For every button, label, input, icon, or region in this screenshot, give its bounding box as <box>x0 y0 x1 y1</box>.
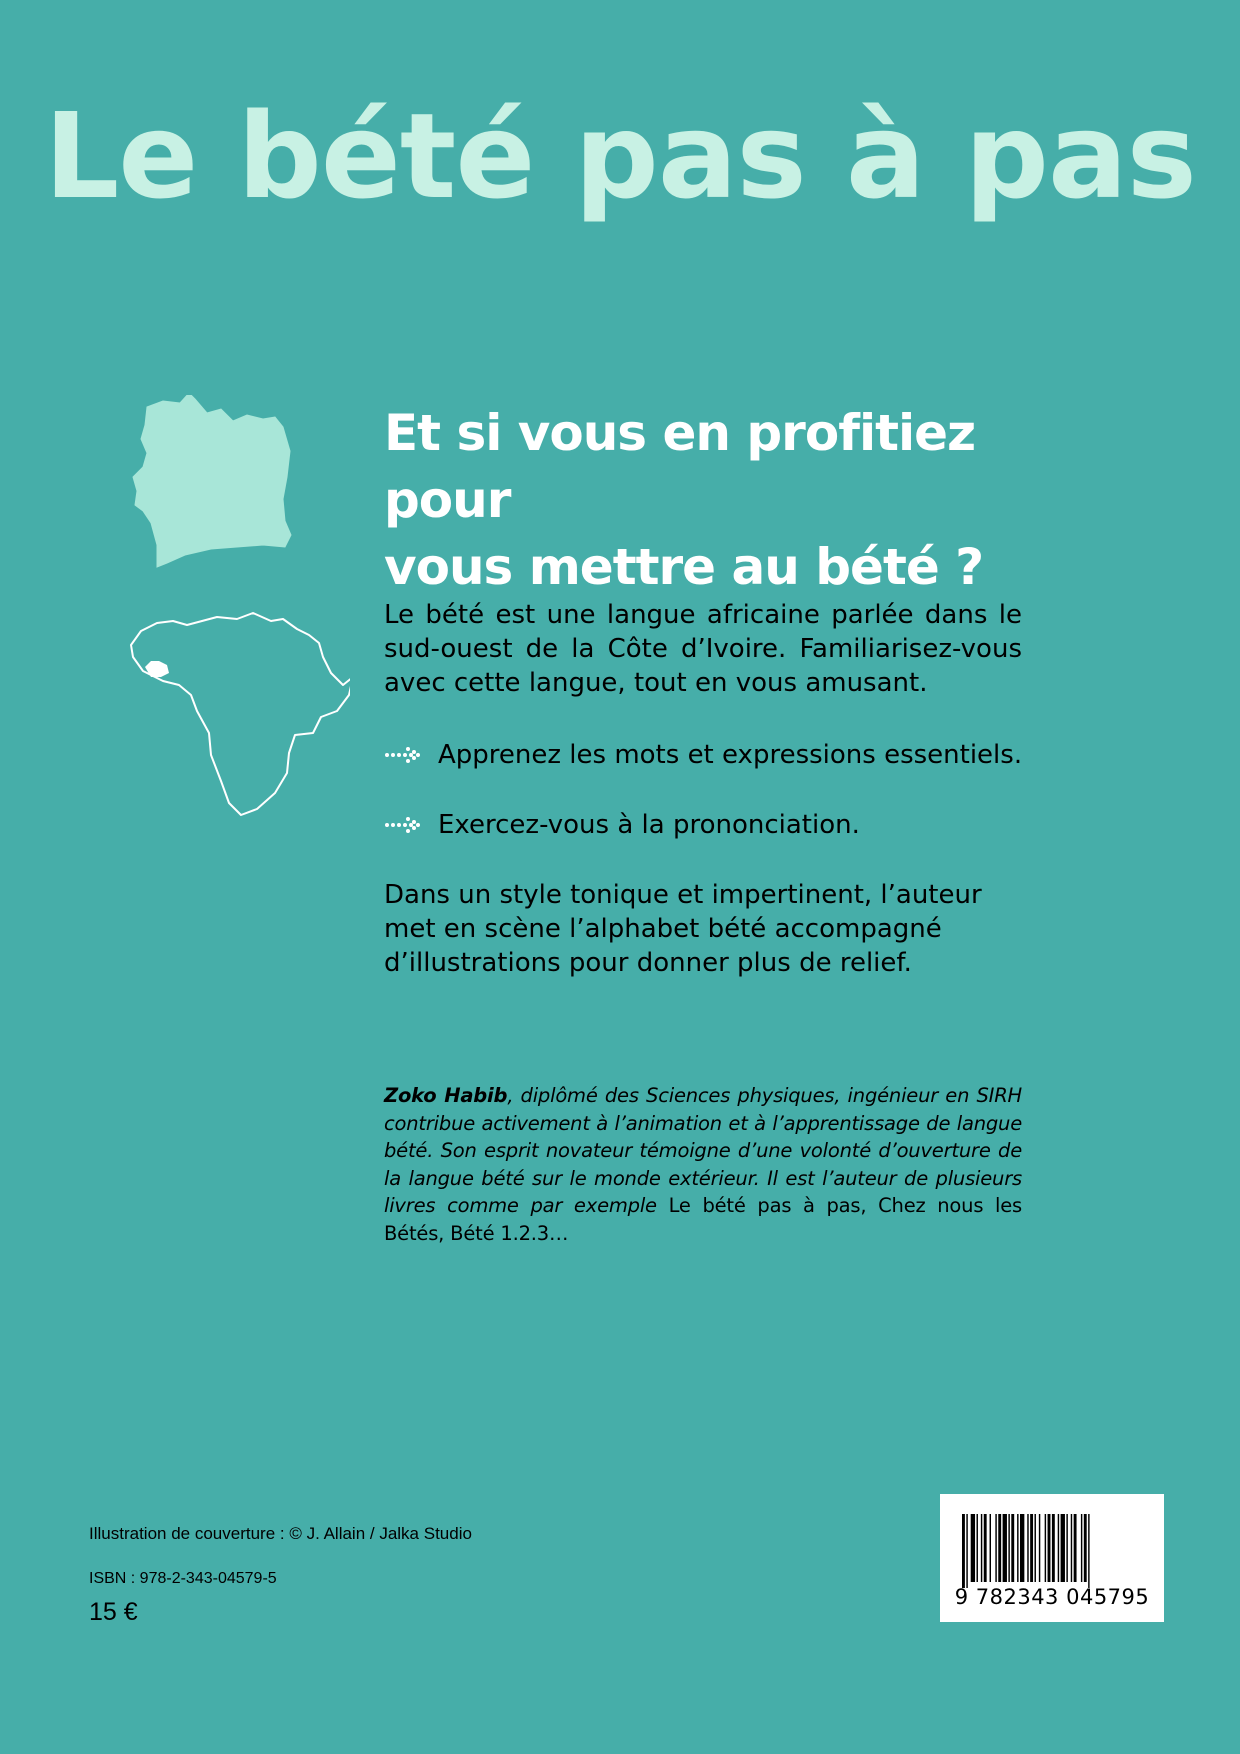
bullet-item <box>384 808 1044 842</box>
barcode-bar <box>1061 1514 1065 1582</box>
barcode-bar <box>990 1514 991 1582</box>
barcode-bar <box>1020 1514 1024 1582</box>
dotted-arrow-icon <box>384 743 424 767</box>
illustration-credit: Illustration de couverture : © J. Allain / Jalka Studio <box>89 1524 472 1543</box>
headline-line-1: Et si vous en profitiez pour <box>384 404 976 529</box>
barcode-bar <box>1030 1514 1033 1582</box>
book-title: Le bété pas à pas <box>44 87 1196 225</box>
barcode-bar <box>971 1514 975 1582</box>
author-bio <box>384 1082 1022 1247</box>
price: 15 € <box>89 1598 138 1626</box>
barcode-bar <box>1088 1514 1089 1588</box>
barcode-bar <box>1058 1514 1059 1582</box>
barcode-bar <box>1066 1514 1067 1582</box>
barcode-bar <box>1071 1514 1072 1582</box>
barcode-bar <box>977 1514 978 1582</box>
isbn: ISBN : 978-2-343-04579-5 <box>89 1570 277 1587</box>
barcode-bar <box>1081 1514 1082 1582</box>
barcode-bar <box>1008 1514 1009 1582</box>
closing-paragraph: Dans un style tonique et impertinent, l’auteur met en scène l’alphabet bété accompagné d’illustrations pour donner plus de relief. <box>384 880 982 978</box>
barcode-bar <box>1052 1514 1055 1582</box>
barcode-bar <box>966 1514 967 1588</box>
cote-divoire-map-icon <box>133 395 291 567</box>
bullet-item <box>384 738 1044 772</box>
author-books: Le bété pas à pas, Chez nous les Bétés, Bété 1.2.3… <box>384 1194 1022 1245</box>
barcode-bar <box>1003 1514 1007 1582</box>
barcode-bar <box>1027 1514 1028 1582</box>
barcode-bar <box>962 1514 965 1588</box>
intro-paragraph: Le bété est une langue africaine parlée dans le sud-ouest de la Côte d’Ivoire. Familiarisez-vous avec cette langue, tout en vous amusant. <box>384 600 1022 698</box>
barcode-bar <box>1017 1514 1018 1582</box>
barcode-bar <box>1011 1514 1014 1582</box>
dotted-arrow-icon <box>384 813 424 837</box>
barcode-bar <box>984 1514 987 1582</box>
barcode-bar <box>995 1514 996 1582</box>
africa-outline-map-icon <box>131 613 350 815</box>
barcode-bar <box>1035 1514 1036 1582</box>
barcode-bar <box>998 1514 1001 1582</box>
headline <box>384 400 1024 601</box>
barcode-bar <box>1074 1514 1077 1582</box>
bullet-text: Apprenez les mots et expressions essentiels. <box>438 740 1023 770</box>
author-name: Zoko Habib <box>384 1084 508 1107</box>
barcode <box>940 1494 1164 1622</box>
barcode-bar <box>1045 1514 1046 1582</box>
barcode-bar <box>1084 1514 1087 1582</box>
barcode-bar <box>1039 1514 1040 1582</box>
barcode-digits: 9 782343 045795 <box>954 1585 1150 1609</box>
headline-line-2: vous mettre au bété ? <box>384 538 984 596</box>
barcode-bar <box>1048 1514 1051 1582</box>
author-bio-text: , diplômé des Sciences physiques, ingénieur en SIRH contribue activement à l’animation et à l’apprentissage de langue bété. Son esprit novateur témoigne d’une volonté d’ouverture de la langue bété sur le monde extérieur. Il est l’auteur de plusieurs livres comme par exemple <box>384 1084 1023 1217</box>
barcode-bar <box>981 1514 982 1582</box>
bullet-text: Exercez-vous à la prononciation. <box>438 810 860 840</box>
maps-illustration <box>125 395 350 850</box>
